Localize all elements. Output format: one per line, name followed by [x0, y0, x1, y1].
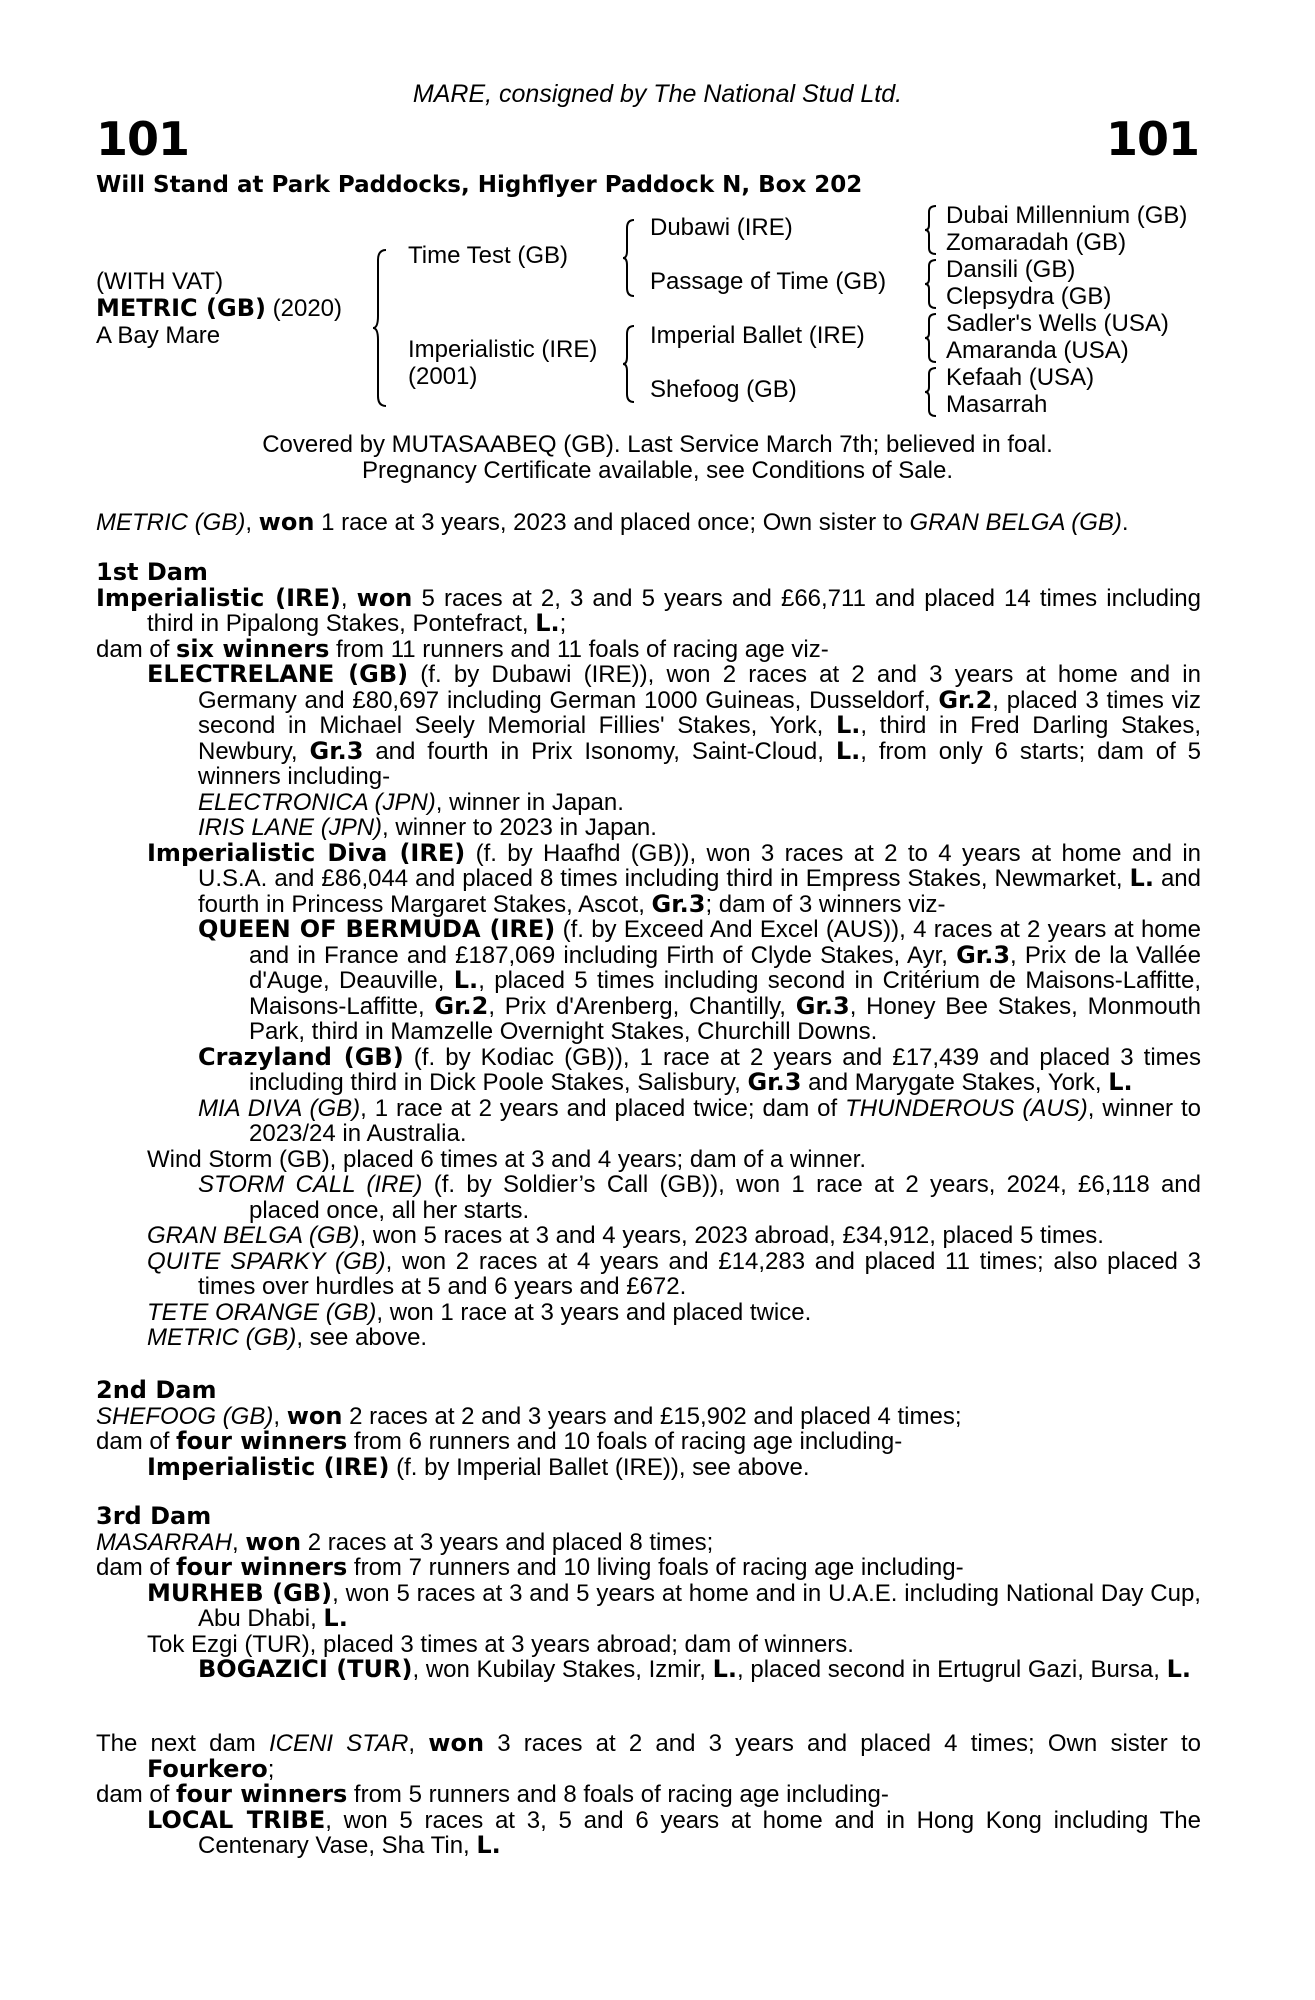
storm-call-entry	[96, 1172, 1201, 1223]
next-dam-pre: The next dam	[96, 1730, 269, 1757]
qb-t4: , Prix d'Arenberg, Chantilly,	[488, 992, 796, 1020]
imperialistic-name: Imperialistic (IRE)	[147, 1452, 390, 1481]
electrelane-t5: , from only 6 starts; dam of 5 winners including-	[198, 737, 1201, 790]
intro-horse: METRIC (GB)	[96, 509, 246, 536]
iris-lane-text: , winner to 2023 in Japan.	[382, 814, 657, 841]
brace-gen2-bottom	[622, 324, 636, 404]
second-dam-won: won	[286, 1401, 343, 1430]
tete-orange-entry	[96, 1300, 1201, 1326]
murheb-name: MURHEB (GB)	[147, 1578, 333, 1607]
lot-number-left: 101	[96, 112, 190, 166]
imperialistic-entry	[96, 1452, 1201, 1481]
listed-mark: L.	[712, 1655, 738, 1683]
group-2-mark: Gr.2	[434, 991, 489, 1020]
intro-won: won	[258, 508, 315, 536]
electronica-name: ELECTRONICA (JPN)	[198, 788, 436, 816]
listed-mark: L.	[1166, 1655, 1192, 1683]
next-dam-section	[96, 1731, 1201, 1859]
qb-t1: (f. by Exceed And Excel (AUS)), 4 races at 2 years at home and in France and £187,069 including Firth of Clyde Stakes, Ayr,	[249, 916, 1201, 969]
crazyland-t1: (f. by Kodiac (GB)), 1 race at 2 years and £17,439 and placed 3 times including third in Dick Poole Stakes, Salisbury,	[249, 1043, 1201, 1096]
iris-lane-entry	[96, 815, 1201, 841]
gen2-sire-dam: Passage of Time (GB)	[650, 268, 887, 295]
imperialistic-text: (f. by Imperial Ballet (IRE)), see above.	[389, 1453, 810, 1481]
quite-sparky-text: , won 2 races at 4 years and £14,283 and placed 11 times; also placed 3 times over hurdles at 5 and 6 years and £672.	[198, 1247, 1201, 1300]
intro-sister: GRAN BELGA (GB)	[909, 509, 1122, 536]
gen3-7: Kefaah (USA)	[946, 364, 1095, 391]
brace-gen3-1	[924, 204, 938, 256]
group-3-mark: Gr.3	[747, 1068, 802, 1096]
vat-note: (WITH VAT)	[96, 268, 224, 295]
gran-belga-entry	[96, 1223, 1201, 1249]
brace-gen3-2	[924, 258, 938, 310]
gen3-2: Zomaradah (GB)	[946, 229, 1127, 256]
third-dam-name: MASARRAH	[96, 1528, 233, 1556]
next-dam-won: won	[428, 1729, 485, 1757]
third-dam-record: MASARRAH, won 2 races at 3 years and placed 8 times;	[96, 1527, 714, 1556]
gen3-3: Dansili (GB)	[946, 256, 1076, 283]
dam-of-winners: four winners	[176, 1553, 348, 1581]
third-dam-section	[96, 1504, 1201, 1683]
electronica-entry	[96, 790, 1201, 816]
dam-of-winners: four winners	[176, 1427, 348, 1455]
sire-name: Time Test (GB)	[408, 242, 569, 269]
murheb-entry	[96, 1578, 1201, 1632]
qb-t3: , placed 5 times including second in Critérium de Maisons-Laffitte, Maisons-Laffitte,	[249, 967, 1201, 1020]
electrelane-t1: (f. by Dubawi (IRE)), won 2 races at 2 and 3 years at home and in Germany and £80,697 including German 1000 Guineas, Dusseldorf,	[198, 661, 1201, 714]
tok-ezgi-entry: Tok Ezgi (TUR), placed 3 times at 3 years abroad; dam of winners.	[147, 1630, 854, 1658]
first-dam-section	[96, 560, 1201, 1351]
brace-gen1	[372, 248, 388, 408]
dam-of-pre: dam of	[96, 635, 177, 663]
intro-rest: 1 race at 3 years, 2023 and placed once; Own sister to	[314, 509, 910, 536]
storm-call-name: STORM CALL (IRE)	[198, 1171, 423, 1198]
gen3-1: Dubai Millennium (GB)	[946, 202, 1188, 229]
electrelane-entry	[96, 662, 1201, 790]
diva-t3: ; dam of 3 winners viz-	[705, 890, 946, 918]
third-dam-text: 2 races at 3 years and placed 8 times;	[301, 1528, 714, 1556]
electrelane-t2: , placed 3 times viz second in Michael Seely Memorial Fillies' Stakes, York,	[198, 686, 1201, 739]
gen3-6: Amaranda (USA)	[946, 337, 1129, 364]
diva-t1: (f. by Haafhd (GB)), won 3 races at 2 to 4 years at home and in U.S.A. and £86,044 and placed 8 times including third in Empress Stakes, Newmarket,	[198, 839, 1201, 892]
brace-gen2-top	[622, 218, 636, 298]
queen-of-bermuda-entry	[96, 917, 1201, 1045]
listed-mark: L.	[323, 1604, 348, 1632]
second-dam-produce	[96, 1429, 1201, 1455]
quite-sparky-entry	[96, 1249, 1201, 1300]
murheb-text: , won 5 races at 3 and 5 years at home and in U.A.E. including National Day Cup, Abu Dhabi,	[198, 1579, 1201, 1632]
qb-name: QUEEN OF BERMUDA (IRE)	[198, 915, 556, 943]
horse-name-line	[96, 295, 342, 322]
gen2-sire-sire: Dubawi (IRE)	[650, 214, 793, 241]
intro-paragraph: METRIC (GB), won 1 race at 3 years, 2023 and placed once; Own sister to GRAN BELGA (GB).	[96, 508, 1129, 536]
group-3-mark: Gr.3	[956, 940, 1011, 969]
next-dam-record: The next dam ICENI STAR, won 3 races at 2 and 3 years and placed 4 times; Own sister to Fourkero;	[96, 1729, 1201, 1783]
dam-of-post: from 6 runners and 10 foals of racing age including-	[347, 1428, 903, 1455]
qb-t5: , Honey Bee Stakes, Monmouth Park, third in Mamzelle Overnight Stakes, Churchill Downs.	[249, 992, 1201, 1045]
group-3-mark: Gr.3	[651, 889, 706, 918]
first-dam-won: won	[356, 583, 413, 612]
next-dam-name: ICENI STAR	[268, 1730, 409, 1757]
bogazici-text: , won Kubilay Stakes, Izmir,	[412, 1656, 713, 1683]
stable-location: Will Stand at Park Paddocks, Highflyer Paddock N, Box 202	[96, 172, 863, 198]
bogazici-name: BOGAZICI (TUR)	[198, 1655, 413, 1683]
listed-mark: L.	[535, 609, 560, 637]
quite-sparky-name: QUITE SPARKY (GB)	[147, 1247, 386, 1275]
brace-gen3-4	[924, 366, 938, 418]
third-dam-heading: 3rd Dam	[96, 1502, 212, 1530]
brace-gen3-3	[924, 312, 938, 364]
metric-name: METRIC (GB)	[147, 1324, 297, 1351]
diva-name: Imperialistic Diva (IRE)	[147, 838, 466, 867]
crazyland-name: Crazyland (GB)	[198, 1042, 404, 1071]
first-dam-record: Imperialistic (IRE), won 5 races at 2, 3 and 5 years and £66,711 and placed 14 times including third in Pipalong Stakes, Pontefract, L.;	[96, 583, 1202, 637]
metric-text: , see above.	[296, 1324, 428, 1351]
dam-of-winners: four winners	[176, 1780, 348, 1808]
horse-year: (2020)	[272, 295, 343, 322]
local-tribe-entry	[96, 1805, 1201, 1859]
gen2-dam-dam: Shefoog (GB)	[650, 376, 797, 403]
metric-entry	[96, 1325, 1201, 1351]
dam-of-post: from 5 runners and 8 foals of racing age including-	[347, 1781, 889, 1808]
imperialistic-diva-entry	[96, 838, 1202, 918]
gen3-4: Clepsydra (GB)	[946, 283, 1112, 310]
first-dam-produce	[96, 634, 1201, 663]
first-dam-text-end: ;	[559, 610, 567, 637]
group-3-mark: Gr.3	[309, 736, 364, 765]
first-dam-heading: 1st Dam	[96, 558, 208, 586]
fourkero-name: Fourkero	[147, 1754, 268, 1783]
covering-note	[0, 432, 1315, 484]
electronica-text: , winner in Japan.	[435, 788, 624, 816]
listed-mark: L.	[476, 1831, 501, 1859]
second-dam-heading: 2nd Dam	[96, 1376, 217, 1404]
dam-of-winners: six winners	[176, 634, 330, 663]
dam-of-pre: dam of	[96, 1781, 177, 1808]
mia-diva-entry	[96, 1096, 1201, 1147]
electrelane-t4: and fourth in Prix Isonomy, Saint-Cloud,	[363, 737, 836, 765]
electrelane-name: ELECTRELANE (GB)	[147, 660, 409, 688]
second-dam-name: SHEFOOG (GB)	[96, 1402, 274, 1430]
local-tribe-name: LOCAL TRIBE	[147, 1805, 326, 1834]
dam-of-post: from 7 runners and 10 living foals of racing age including-	[347, 1554, 964, 1581]
listed-mark: L.	[835, 711, 861, 739]
covered-line-1: Covered by MUTASAABEQ (GB). Last Service March 7th; believed in foal.	[262, 431, 1053, 458]
dam-year: (2001)	[408, 363, 478, 390]
electrelane-t3: , third in Fred Darling Stakes, Newbury,	[198, 712, 1202, 765]
group-3-mark: Gr.3	[795, 991, 850, 1020]
listed-mark: L.	[1108, 1068, 1133, 1096]
gen2-dam-sire: Imperial Ballet (IRE)	[650, 322, 865, 349]
tete-orange-name: TETE ORANGE (GB)	[147, 1298, 377, 1326]
qb-t2: , Prix de la Vallée d'Auge, Deauville,	[249, 941, 1201, 994]
covered-line-2: Pregnancy Certificate available, see Conditions of Sale.	[362, 457, 953, 484]
second-dam-record: SHEFOOG (GB), won 2 races at 2 and 3 years and £15,902 and placed 4 times;	[96, 1401, 962, 1430]
next-dam-text: 3 races at 2 and 3 years and placed 4 times; Own sister to	[484, 1730, 1201, 1757]
second-dam-section	[96, 1378, 1201, 1480]
dam-name: Imperialistic (IRE)	[408, 336, 598, 363]
intro-end: .	[1121, 509, 1129, 536]
gran-belga-text: , won 5 races at 3 and 4 years, 2023 abroad, £34,912, placed 5 times.	[359, 1222, 1104, 1249]
dam-of-post: from 11 runners and 11 foals of racing age viz-	[329, 635, 829, 663]
third-dam-produce	[96, 1555, 1201, 1581]
horse-description: A Bay Mare	[96, 322, 221, 349]
lot-number-right: 101	[1105, 112, 1199, 166]
thunderous-name: THUNDEROUS (AUS)	[845, 1094, 1088, 1122]
gran-belga-name: GRAN BELGA (GB)	[147, 1222, 360, 1249]
crazyland-entry	[96, 1042, 1201, 1096]
dam-of-pre: dam of	[96, 1428, 177, 1455]
consignor-line: MARE, consigned by The National Stud Ltd.	[412, 80, 903, 108]
listed-mark: L.	[835, 736, 861, 765]
third-dam-won: won	[245, 1527, 302, 1556]
second-dam-text: 2 races at 2 and 3 years and £15,902 and placed 4 times;	[342, 1402, 962, 1430]
mia-diva-t1: , 1 race at 2 years and placed twice; dam of	[360, 1094, 846, 1122]
dam-of-pre: dam of	[96, 1554, 177, 1581]
storm-call-text: (f. by Soldier’s Call (GB)), won 1 race at 2 years, 2024, £6,118 and placed once, all her starts.	[249, 1171, 1202, 1224]
diva-t2: and fourth in Princess Margaret Stakes, Ascot,	[198, 865, 1202, 918]
first-dam-name: Imperialistic (IRE)	[96, 583, 341, 612]
next-dam-produce	[96, 1782, 1201, 1808]
bogazici-text2: , placed second in Ertugrul Gazi, Bursa,	[737, 1656, 1167, 1683]
next-dam-text-end: ;	[267, 1755, 275, 1783]
tete-orange-text: , won 1 race at 3 years and placed twice.	[376, 1298, 812, 1326]
listed-mark: L.	[453, 966, 479, 994]
gen3-8: Masarrah	[946, 391, 1048, 418]
horse-name: METRIC (GB)	[96, 294, 266, 322]
mia-diva-t2: , winner to 2023/24 in Australia.	[249, 1094, 1202, 1147]
first-dam-text: 5 races at 2, 3 and 5 years and £66,711 and placed 14 times including third in Pipalong Stakes, Pontefract,	[147, 584, 1202, 637]
group-2-mark: Gr.2	[938, 685, 993, 714]
mia-diva-name: MIA DIVA (GB)	[198, 1094, 361, 1122]
iris-lane-name: IRIS LANE (JPN)	[198, 814, 383, 841]
local-tribe-text: , won 5 races at 3, 5 and 6 years at home and in Hong Kong including The Centenary Vase, Sha Tin,	[198, 1806, 1201, 1859]
bogazici-entry	[96, 1657, 1201, 1683]
listed-mark: L.	[1129, 864, 1154, 892]
wind-storm-entry: Wind Storm (GB), placed 6 times at 3 and 4 years; dam of a winner.	[147, 1145, 866, 1173]
crazyland-t2: and Marygate Stakes, York,	[801, 1069, 1109, 1096]
gen3-5: Sadler's Wells (USA)	[946, 310, 1169, 337]
